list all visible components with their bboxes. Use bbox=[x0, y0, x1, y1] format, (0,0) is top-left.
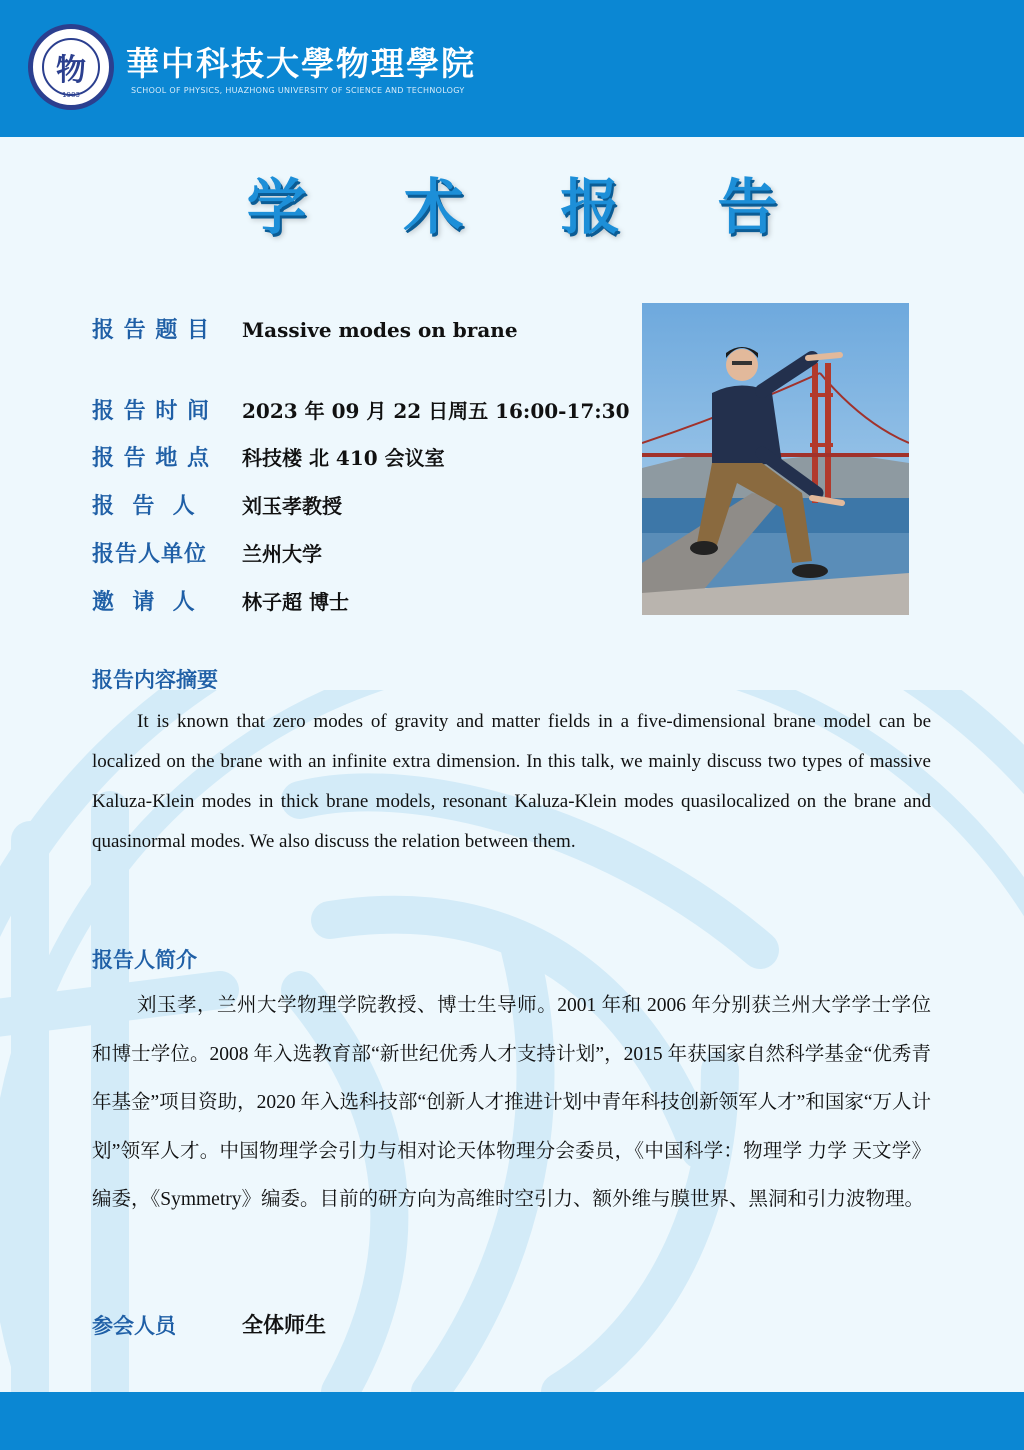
inviter-label: 邀 请 人 bbox=[92, 590, 196, 615]
place-label: 报 告 地 点 bbox=[92, 446, 210, 471]
speaker-label: 报 告 人 bbox=[92, 494, 196, 519]
header-banner bbox=[0, 0, 1024, 137]
place-row bbox=[92, 441, 445, 472]
speaker-photo bbox=[642, 303, 909, 615]
logo-year: 1983 bbox=[62, 91, 80, 99]
time-value: 2023 年 09 月 22 日周五 16:00-17:30 bbox=[242, 399, 630, 423]
bio-heading: 报告人简介 bbox=[92, 948, 197, 972]
school-name: 華中科技大學物理學院 bbox=[126, 44, 476, 83]
logo-glyph: 物 bbox=[42, 38, 100, 96]
footer-banner bbox=[0, 1392, 1024, 1450]
inviter-row bbox=[92, 585, 349, 616]
time-row bbox=[92, 394, 630, 425]
topic-value: Massive modes on brane bbox=[242, 318, 518, 342]
abstract-text: It is known that zero modes of gravity and matter fields in a five-dimensional brane model can be localized on the brane with an infinite extra dimension. In this talk, we mainly discuss two types of massive Kaluza-Klein modes in thick brane models, resonant Kaluza-Klein modes quasilocalized on the brane and quasinormal modes. We also discuss the relation between them. bbox=[92, 711, 931, 852]
topic-label: 报 告 题 目 bbox=[92, 318, 210, 343]
topic-row bbox=[92, 313, 518, 344]
affiliation-value: 兰州大学 bbox=[242, 542, 322, 566]
page-title: 学 术 报 告 bbox=[246, 173, 816, 243]
abstract-heading: 报告内容摘要 bbox=[92, 668, 218, 692]
place-value: 科技楼 北 410 会议室 bbox=[242, 446, 445, 470]
attendees-label: 参会人员 bbox=[92, 1314, 176, 1338]
attendees-value: 全体师生 bbox=[242, 1313, 326, 1337]
speaker-value: 刘玉孝教授 bbox=[242, 494, 342, 518]
time-label: 报 告 时 间 bbox=[92, 399, 210, 424]
speaker-row bbox=[92, 489, 342, 520]
affiliation-label: 报告人单位 bbox=[92, 542, 208, 567]
university-logo bbox=[28, 24, 114, 110]
school-name-en: SCHOOL OF PHYSICS, HUAZHONG UNIVERSITY OF SCIENCE AND TECHNOLOGY bbox=[131, 86, 465, 95]
bio-text: 刘玉孝，兰州大学物理学院教授、博士生导师。2001 年和 2006 年分别获兰州大学学士学位和博士学位。2008 年入选教育部“新世纪优秀人才支持计划”，2015 年获国家自然科学基金“优秀青年基金”项目资助，2020 年入选科技部“创新人才推进计划中青年科技创新领军人才”和国家“万人计划”领军人才。中国物理学会引力与相对论天体物理分会委员，《中国科学：物理学 力学 天文学》编委，《Symmetry》编委。目前的研方向为高维时空引力、额外维与膜世界、黑洞和引力波物理。 bbox=[92, 995, 931, 1210]
inviter-value: 林子超 博士 bbox=[242, 590, 349, 614]
affiliation-row bbox=[92, 537, 322, 568]
